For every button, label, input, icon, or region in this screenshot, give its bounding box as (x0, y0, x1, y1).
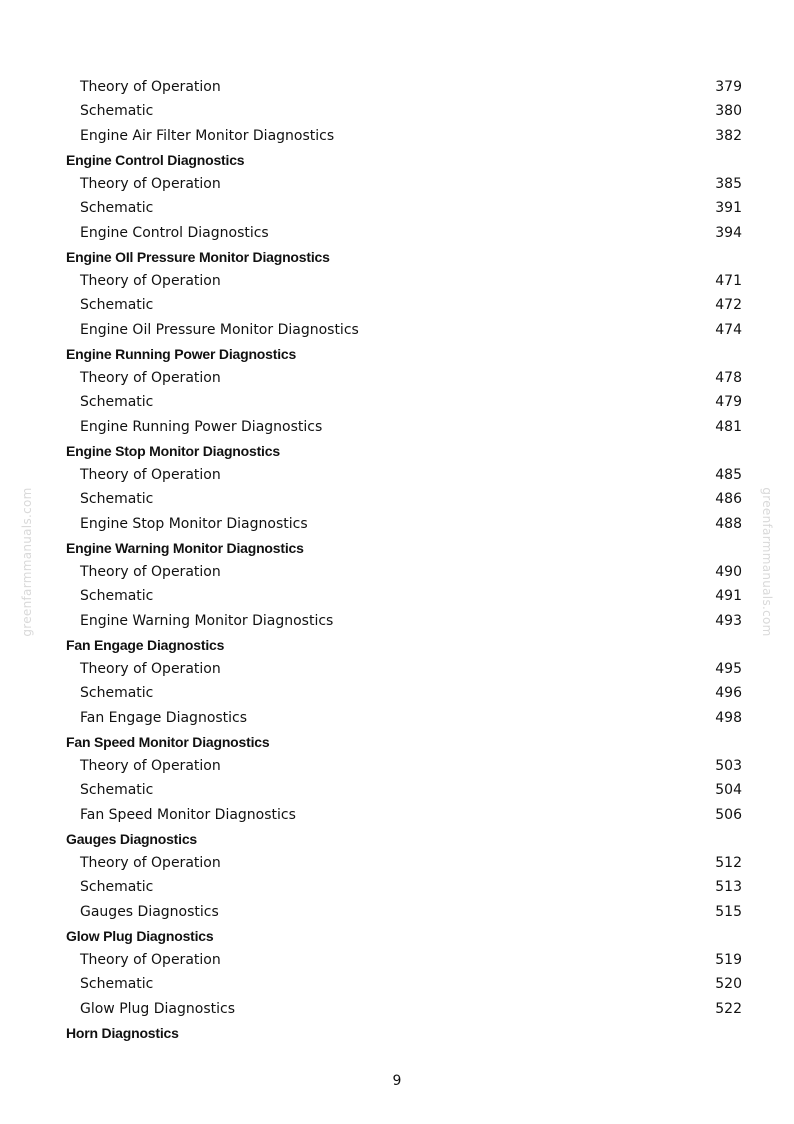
toc-entry (0, 681, 794, 705)
toc-heading-title: Gauges Diagnostics (66, 830, 197, 847)
toc-entry (0, 900, 794, 924)
table-of-contents (0, 75, 794, 1045)
toc-entry-title: Schematic (80, 782, 154, 799)
toc-page-number: 394 (715, 224, 742, 241)
toc-entry (0, 293, 794, 317)
toc-entry-title: Engine Control Diagnostics (80, 224, 269, 241)
toc-entry (0, 487, 794, 511)
toc-entry (0, 318, 794, 342)
toc-entry-title: Schematic (80, 200, 154, 217)
toc-entry-title: Theory of Operation (80, 661, 221, 677)
toc-entry (0, 851, 794, 875)
toc-entry (0, 997, 794, 1021)
toc-entry-title: Engine Oil Pressure Monitor Diagnostics (80, 321, 359, 338)
toc-entry-title: Schematic (80, 103, 154, 120)
toc-entry (0, 778, 794, 802)
toc-entry-title: Engine Air Filter Monitor Diagnostics (80, 127, 335, 144)
toc-section-heading (0, 148, 794, 172)
toc-page-number: 503 (715, 758, 742, 774)
toc-entry (0, 706, 794, 730)
toc-entry (0, 196, 794, 220)
toc-entry (0, 948, 794, 972)
toc-page-number: 495 (715, 661, 742, 677)
toc-page-number: 522 (715, 1000, 742, 1017)
toc-entry-title: Theory of Operation (80, 79, 221, 95)
toc-entry-title: Gauges Diagnostics (80, 903, 219, 920)
toc-entry (0, 875, 794, 899)
toc-entry-title: Engine Running Power Diagnostics (80, 418, 323, 435)
toc-page-number: 481 (715, 418, 742, 435)
toc-entry-title: Theory of Operation (80, 758, 221, 774)
toc-page-number: 512 (715, 855, 742, 871)
toc-entry-title: Schematic (80, 394, 154, 411)
toc-entry-title: Theory of Operation (80, 273, 221, 289)
toc-entry (0, 124, 794, 148)
toc-entry (0, 75, 794, 99)
toc-entry (0, 99, 794, 123)
toc-entry-title: Engine Stop Monitor Diagnostics (80, 515, 308, 532)
toc-entry (0, 560, 794, 584)
toc-heading-title: Engine Running Power Diagnostics (66, 345, 297, 362)
toc-section-heading (0, 439, 794, 463)
watermark-left: greenfarmmanuals.com (20, 487, 34, 637)
toc-entry-title: Theory of Operation (80, 370, 221, 386)
toc-page-number: 515 (715, 903, 742, 920)
toc-section-heading (0, 924, 794, 948)
toc-heading-title: Engine Control Diagnostics (66, 151, 245, 168)
toc-section-heading (0, 633, 794, 657)
toc-entry-title: Schematic (80, 491, 154, 508)
toc-entry (0, 221, 794, 245)
toc-entry (0, 269, 794, 293)
toc-page-number: 496 (715, 685, 742, 702)
toc-page-number: 379 (715, 79, 742, 95)
toc-heading-title: Fan Engage Diagnostics (66, 636, 225, 653)
toc-page-number: 504 (715, 782, 742, 799)
toc-section-heading (0, 1021, 794, 1045)
toc-entry (0, 803, 794, 827)
toc-page-number: 478 (715, 370, 742, 386)
toc-entry-title: Schematic (80, 588, 154, 605)
toc-entry-title: Glow Plug Diagnostics (80, 1000, 235, 1017)
toc-heading-title: Glow Plug Diagnostics (66, 927, 214, 944)
toc-entry (0, 584, 794, 608)
toc-entry-title: Fan Engage Diagnostics (80, 709, 248, 726)
toc-entry (0, 972, 794, 996)
toc-page-number: 490 (715, 564, 742, 580)
toc-entry-title: Theory of Operation (80, 564, 221, 580)
toc-page-number: 486 (715, 491, 742, 508)
toc-entry-title: Fan Speed Monitor Diagnostics (80, 806, 296, 823)
toc-entry-title: Theory of Operation (80, 467, 221, 483)
toc-heading-title: Engine Warning Monitor Diagnostics (66, 539, 304, 556)
toc-heading-title: Fan Speed Monitor Diagnostics (66, 733, 270, 750)
toc-page-number: 485 (715, 467, 742, 483)
toc-section-heading (0, 245, 794, 269)
toc-page-number: 519 (715, 952, 742, 968)
toc-page-number: 513 (715, 879, 742, 896)
toc-page-number: 493 (715, 612, 742, 629)
toc-entry (0, 512, 794, 536)
toc-section-heading (0, 827, 794, 851)
toc-page-number: 520 (715, 976, 742, 993)
toc-page-number: 506 (715, 806, 742, 823)
toc-entry (0, 754, 794, 778)
toc-page-number: 391 (715, 200, 742, 217)
toc-heading-title: Engine Stop Monitor Diagnostics (66, 442, 280, 459)
toc-page-number: 472 (715, 297, 742, 314)
page-number: 9 (392, 1073, 402, 1089)
toc-page-number: 471 (715, 273, 742, 289)
toc-entry (0, 657, 794, 681)
toc-entry-title: Engine Warning Monitor Diagnostics (80, 612, 334, 629)
toc-section-heading (0, 536, 794, 560)
toc-page-number: 385 (715, 176, 742, 192)
toc-entry-title: Theory of Operation (80, 855, 221, 871)
toc-heading-title: Engine OIl Pressure Monitor Diagnostics (66, 248, 330, 265)
toc-page-number: 382 (715, 127, 742, 144)
toc-entry (0, 415, 794, 439)
toc-page-number: 479 (715, 394, 742, 411)
toc-entry (0, 366, 794, 390)
watermark-right: greenfarmmanuals.com (760, 487, 774, 637)
toc-entry-title: Schematic (80, 685, 154, 702)
toc-entry (0, 172, 794, 196)
toc-entry-title: Schematic (80, 976, 154, 993)
toc-entry-title: Schematic (80, 879, 154, 896)
toc-page-number: 491 (715, 588, 742, 605)
toc-entry-title: Theory of Operation (80, 176, 221, 192)
toc-page-number: 380 (715, 103, 742, 120)
toc-entry-title: Schematic (80, 297, 154, 314)
toc-page-number: 474 (715, 321, 742, 338)
toc-entry (0, 463, 794, 487)
toc-entry (0, 609, 794, 633)
toc-section-heading (0, 342, 794, 366)
toc-heading-title: Horn Diagnostics (66, 1024, 179, 1041)
toc-entry (0, 390, 794, 414)
toc-section-heading (0, 730, 794, 754)
toc-page-number: 488 (715, 515, 742, 532)
toc-entry-title: Theory of Operation (80, 952, 221, 968)
toc-page-number: 498 (715, 709, 742, 726)
